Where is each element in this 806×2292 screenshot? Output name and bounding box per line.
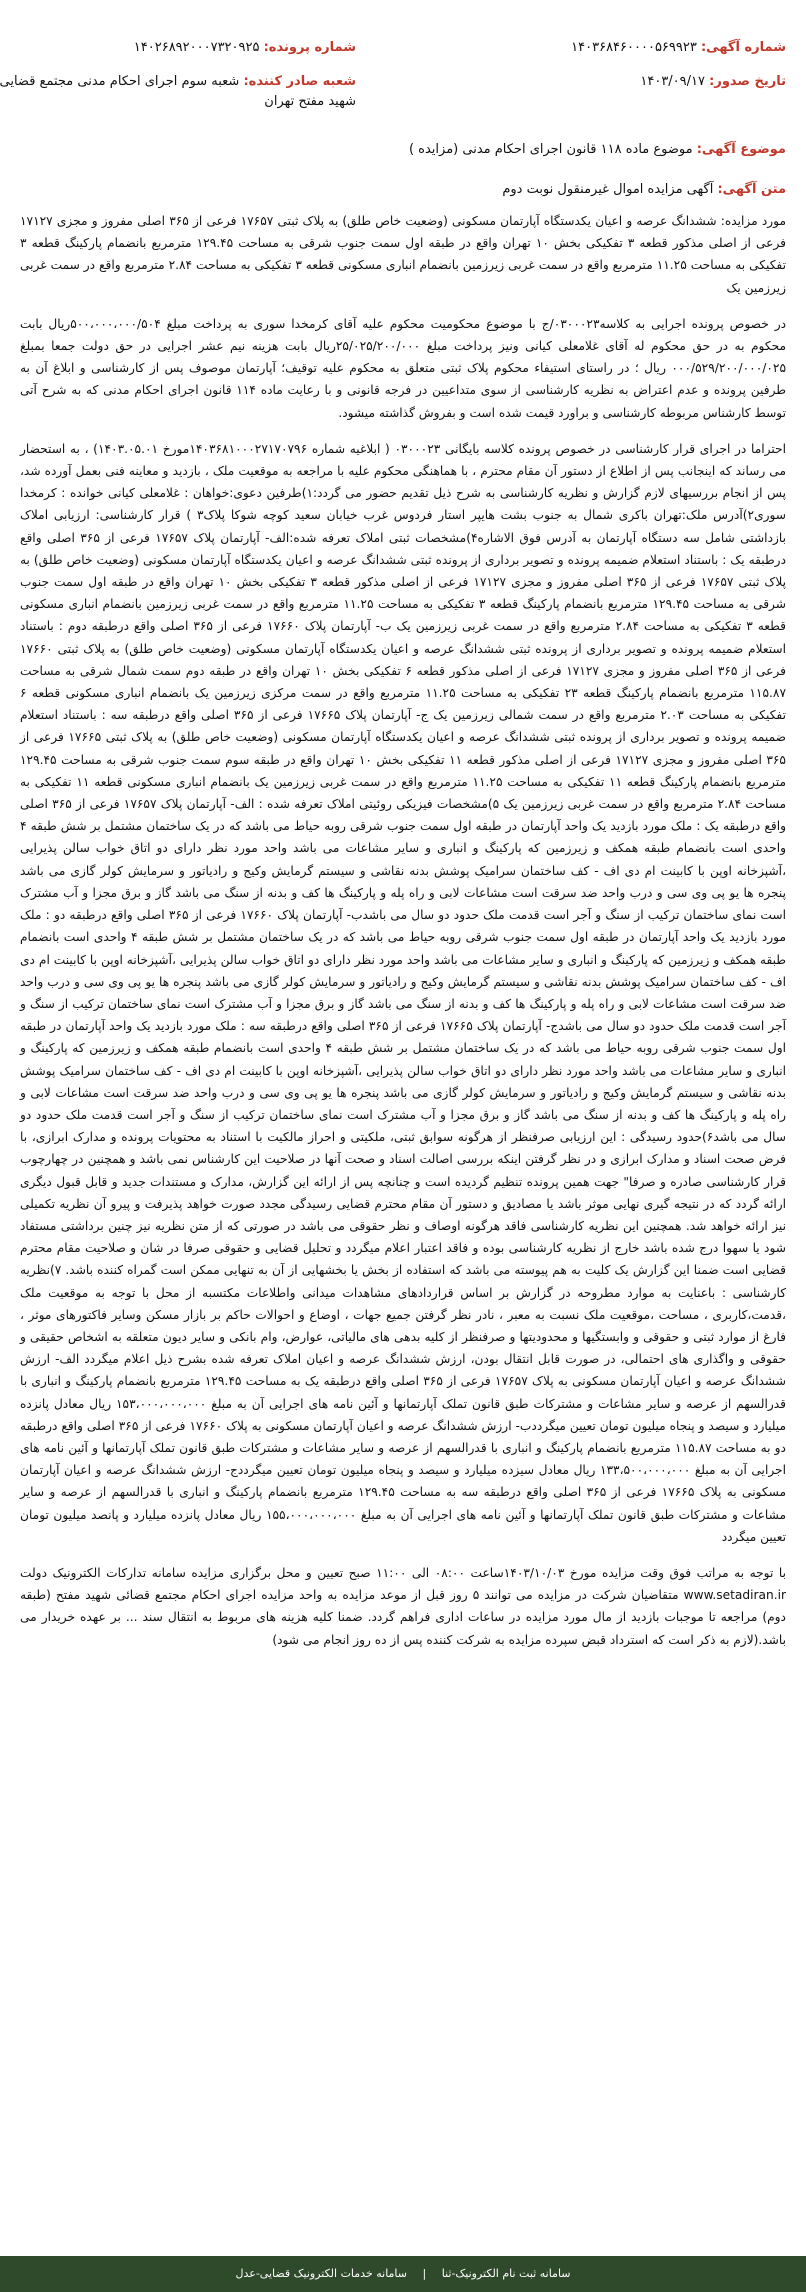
ad-number-row <box>571 38 786 58</box>
footer-link-sana[interactable]: سامانه ثبت نام الکترونیک-ثنا <box>441 2267 571 2280</box>
case-number-label: شماره پرونده: <box>263 40 356 55</box>
case-number-row <box>134 38 356 58</box>
footer-link-adl[interactable]: سامانه خدمات الکترونیک قضایی-عدل <box>235 2267 408 2280</box>
text-title: آگهی مزایده اموال غیرمنقول نوبت دوم <box>502 182 714 197</box>
issue-date-label: تاریخ صدور: <box>709 74 786 89</box>
issue-date-row <box>640 72 786 92</box>
issuer: شعبه سوم اجرای احکام مدنی مجتمع قضایی شهید مفتح تهران <box>0 74 356 109</box>
notice-header <box>0 20 786 109</box>
text-label: متن آگهی: <box>717 182 786 197</box>
notice-subject <box>409 140 786 160</box>
ad-number-label: شماره آگهی: <box>700 40 786 55</box>
issue-date: ۱۴۰۳/۰۹/۱۷ <box>640 74 705 89</box>
subject-label: موضوع آگهی: <box>696 142 786 157</box>
footer-separator: | <box>422 2267 427 2280</box>
footer-bar <box>0 2256 806 2292</box>
issuer-label: شعبه صادر کننده: <box>243 74 356 89</box>
notice-body <box>20 210 786 1665</box>
case-number: ۱۴۰۲۶۸۹۲۰۰۰۷۳۲۰۹۲۵ <box>133 40 260 55</box>
notice-text-heading <box>502 180 786 200</box>
paragraph-auction-schedule: با توجه به مراتب فوق وقت مزایده مورخ ۱۴۰۳/۱۰/۰۳ساعت ۰۸:۰۰ الی ۱۱:۰۰ صبح تعیین و محل برگزاری مزایده سامانه تدارکات الکترونیک دولت www.setadiran.ir متقاضیان شرکت در مزایده می توانند ۵ روز قبل از موعد مزایده به واحد مزایده اجرای احکام مجتمع قضائی شهید مفتح (طبقه دوم) مراجعه تا موجبات بازدید از مال مورد مزایده در ساعات اداری فراهم گردد. ضمنا کلیه هزینه های مربوط به انتقال سند ... بر عهده خریدار می باشد.(لازم به ذکر است که استرداد قبض سپرده مزایده به شرکت کننده پس از ده روز انجام می شود) <box>20 1565 786 1647</box>
subject-value: موضوع ماده ۱۱۸ قانون اجرای احکام مدنی (مزایده ) <box>408 142 693 157</box>
paragraph-auction-item: مورد مزایده: ششدانگ عرصه و اعیان یکدستگاه آپارتمان مسکونی (وضعیت خاص طلق) به پلاک ثبتی ۱۷۶۵۷ فرعی از ۳۶۵ اصلی مفروز و مجزی ۱۷۱۲۷ فرعی از اصلی مذکور قطعه ۳ تفکیکی بخش ۱۰ تهران واقع در طبقه اول سمت جنوب شرقی به مساحت ۱۲۹.۴۵ مترمربع بانضمام پارکینگ قطعه ۳ تفکیکی به مساحت ۱۱.۲۵ مترمربع واقع در سمت غربی زیرزمین بانضمام انباری مسکونی قطعه ۳ تفکیکی به مساحت ۲.۸۴ مترمربع واقع در سمت غربی زیرزمین یک <box>20 214 786 295</box>
issuer-row <box>0 72 356 112</box>
ad-number: ۱۴۰۳۶۸۴۶۰۰۰۰۵۶۹۹۲۳ <box>571 40 697 55</box>
paragraph-expert-report: احتراما در اجرای قرار کارشناسی در خصوص پرونده کلاسه بایگانی ۰۳۰۰۰۲۳ ( ابلاغیه شماره ۱۴۰۳۶۸۱۰۰۰۲۷۱۷۰۷۹۶مورخ ۱۴۰۳.۰۵.۰۱) ، به استحضار می رساند که اینجانب پس از اطلاع از دستور آن مقام محترم ، با هماهنگی محکوم علیه با مراجعه به موقعیت ملک ، بازدید و معاینه فنی بعمل آورده شد، پس از انجام بررسیهای لازم گزارش و نظریه کارشناسی به شرح ذیل تقدیم حضور می گردد:۱)طرفین دعوی:خواهان : غلامعلی کیانی خوانده : کرمخدا سوری۲)آدرس ملک:تهران باکری شمال به جنوب بشت هایپر استار فردوس غرب خیابان سعید کوچه شوکا پلاک۳ ) قرار کارشناسی: ارزیابی املاک بازداشتی شامل سه دستگاه آپارتمان به آدرس فوق الاشاره۴)مشخصات ثبتی املاک تعرفه شده:الف- آپارتمان پلاک ۱۷۶۵۷ فرعی از ۳۶۵ اصلی واقع درطبقه یک : باستناد استعلام ضمیمه پرونده و تصویر برداری از پرونده ثبتی ششدانگ عرصه و اعیان یکدستگاه آپارتمان مسکونی (وضعیت خاص طلق) به پلاک ثبتی ۱۷۶۵۷ فرعی از ۳۶۵ اصلی مفروز و مجزی ۱۷۱۲۷ فرعی از اصلی مذکور قطعه ۳ تفکیکی بخش ۱۰ تهران واقع در طبقه اول سمت جنوب شرقی به مساحت ۱۲۹.۴۵ مترمربع بانضمام پارکینگ قطعه ۳ تفکیکی به مساحت ۱۱.۲۵ مترمربع واقع در سمت غربی زیرزمین بانضمام انباری مسکونی قطعه ۳ تفکیکی به مساحت ۲.۸۴ مترمربع واقع در سمت غربی زیرزمین یک ب- آپارتمان پلاک ۱۷۶۶۰ فرعی از ۳۶۵ اصلی واقع درطبقه دوم : باستناد استعلام ضمیمه پرونده و تصویر برداری از پرونده ثبتی ششدانگ عرصه و اعیان یکدستگاه آپارتمان مسکونی (وضعیت خاص طلق) به پلاک ثبتی ۱۷۶۶۰ فرعی از ۳۶۵ اصلی مفروز و مجزی ۱۷۱۲۷ فرعی از اصلی مذکور قطعه ۶ تفکیکی بخش ۱۰ تهران واقع در طبقه دوم سمت شمال شرقی به مساحت ۱۱۵.۸۷ مترمربع بانضمام پارکینگ قطعه ۲۳ تفکیکی به مساحت ۱۱.۲۵ مترمربع واقع در سمت مرکزی زیرزمین یک بانضمام انباری مسکونی قطعه ۶ تفکیکی به مساحت ۲.۰۳ مترمربع واقع در سمت شمالی زیرزمین یک ج- آپارتمان پلاک ۱۷۶۶۵ فرعی از ۳۶۵ اصلی واقع درطبقه سه : باستناد استعلام ضمیمه پرونده و تصویر برداری از پرونده ثبتی ششدانگ عرصه و اعیان یکدستگاه آپارتمان مسکونی (وضعیت خاص طلق) به پلاک ثبتی ۱۷۶۶۵ فرعی از ۳۶۵ اصلی مفروز و مجزی ۱۷۱۲۷ فرعی از اصلی مذکور قطعه ۱۱ تفکیکی بخش ۱۰ تهران واقع در طبقه سوم سمت جنوب شرقی به مساحت ۱۲۹.۴۵ مترمربع بانضمام پارکینگ قطعه ۱۱ تفکیکی به مساحت ۱۱.۲۵ مترمربع واقع در سمت غربی زیرزمین یک بانضمام انباری مسکونی قطعه ۱۱ تفکیکی به مساحت ۲.۸۴ مترمربع واقع در سمت غربی زیرزمین یک ۵)مشخصات فیزیکی روئیتی املاک تعرفه شده : الف- آپارتمان پلاک ۱۷۶۵۷ فرعی از ۳۶۵ اصلی واقع درطبقه یک : ملک مورد بازدید یک واحد آپارتمان در طبقه اول سمت جنوب شرقی روبه حیاط می باشد که در یک ساختمان مشتمل بر شش طبقه ۴ واحدی است بانضمام طبقه همکف و زیرزمین که پارکینگ و انباری و سایر مشاعات می باشد واحد مورد نظر دارای دو اتاق خواب سالن پذیرایی ،آشپزخانه اوپن با کابینت ام دی اف - کف ساختمان سرامیک پوشش بدنه نقاشی و سیستم گرمایش وکیج و رادیاتور و سرمایش کولر گازی می باشد پنجره ها یو پی وی سی و درب واحد ضد سرقت است مشاعات لابی و راه پله و پارکینگ ها کف و بدنه از سنگ می باشد گاز و برق مجزا و آب مشترک است نمای ساختمان ترکیب از سنگ و آجر است قدمت ملک حدود دو سال می باشدب- آپارتمان پلاک ۱۷۶۶۰ فرعی از ۳۶۵ اصلی واقع درطبقه دو : ملک مورد بازدید یک واحد آپارتمان در طبقه اول سمت جنوب شرقی روبه حیاط می باشد که در یک ساختمان مشتمل بر شش طبقه ۴ واحدی است بانضمام طبقه همکف و زیرزمین که پارکینگ و انباری و سایر مشاعات می باشد واحد مورد نظر دارای دو اتاق خواب سالن پذیرایی ،آشپزخانه اوپن با کابینت ام دی اف - کف ساختمان سرامیک پوشش بدنه نقاشی و سیستم گرمایش وکیج و رادیاتور و سرمایش کولر گازی می باشد پنجره ها یو پی وی سی و درب واحد ضد سرقت است مشاعات لابی و راه پله و پارکینگ ها کف و بدنه از سنگ می باشد گاز و برق مجزا و آب مشترک است نمای ساختمان ترکیب از سنگ و آجر است قدمت ملک حدود دو سال می باشدج- آپارتمان پلاک ۱۷۶۶۵ فرعی از ۳۶۵ اصلی واقع درطبقه سه : ملک مورد بازدید یک واحد آپارتمان در طبقه اول سمت جنوب شرقی روبه حیاط می باشد که در یک ساختمان مشتمل بر شش طبقه ۴ واحدی است بانضمام طبقه همکف و زیرزمین که پارکینگ و انباری و سایر مشاعات می باشد واحد مورد نظر دارای دو اتاق خواب سالن پذیرایی ،آشپزخانه اوپن با کابینت ام دی اف - کف ساختمان سرامیک پوشش بدنه نقاشی و سیستم گرمایش وکیج و رادیاتور و سرمایش کولر گازی می باشد پنجره ها یو پی وی سی و درب واحد ضد سرقت است مشاعات لابی و راه پله و پارکینگ ها کف و بدنه از سنگ می باشد گاز و برق مجزا و آب مشترک است نمای ساختمان ترکیب از سنگ و آجر است قدمت ملک حدود دو سال می باشد۶)حدود رسیدگی : این ارزیابی صرفنظر از هرگونه سوابق ثبتی، ملکیتی و احراز مالکیت با استناد به محتویات پرونده و مدارک ابرازی، با فرض صحت اسناد و مدارک ابرازی و در نظر گرفتن اینکه بررسی اصالت اسناد و صحت آنها در صلاحیت این کارشناس نمی باشد و همچنین در چهارچوب قرار کارشناسی صادره و صرفا" جهت همین پرونده تنظیم گردیده است و چنانچه پس از ارائه این گزارش، مدارک و مستندات جدید و قابل قبول دیگری ارائه گردد که در نتیجه گیری نهایی موثر باشد یا مصادیق و دستور آن مقام محترم قضایی رسیدگی مجدد صورت خواهد پذیرفت و پیرو آن نظریه تکمیلی نیز ارائه خواهد شد. همچنین این نظریه کارشناسی فاقد هرگونه اوصاف و نظر حقوقی می باشد در صورتی که از متن نظریه نیز چنین برداشتی مستفاد شود یا سهوا درج شده باشد خارج از نظریه کارشناسی بوده و فاقد اعتبار اعلام میگردد و تحلیل قضایی و حقوقی صرفا در شان و صلاحیت مقام محترم قضایی است ضمنا این گزارش یک کلیت به هم پیوسته می باشد که استفاده از بخش یا بخشهایی از آن به تنهایی ممکن است گمراه کننده باشد. ۷)نظریه کارشناسی : باعنایت به موارد مطروحه در گزارش بر اساس قراردادهای مشاهدات میدانی واطلاعات مکتسبه از محل با توجه به موقعیت ملک ،قدمت،کاربری ، مساحت ،موقعیت ملک نسبت به معبر ، نادر نظر گرفتن جمیع جهات ، اوضاع و احوالات حاکم بر بازار مسکن وسایر فاکتورهای موثر ، فارغ از موارد ثبتی و حقوقی و وابستگیها و محدودیتها و صرفنظر از کلیه بدهی های مالیاتی، عوارض، وام بانکی و سایر دیون متعلقه به اشخاص حقیقی و حقوقی و واگذاری های احتمالی، در صورت قابل انتقال بودن، ارزش ششدانگ عرصه و اعیان املاک تعرفه شده بشرح ذیل اعلام میگردد الف- ارزش ششدانگ عرصه و اعیان آپارتمان مسکونی به پلاک ۱۷۶۵۷ فرعی از ۳۶۵ اصلی واقع درطبقه یک به مساحت ۱۲۹.۴۵ مترمربع بانضمام پارکینگ و انباری با قدرالسهم از عرصه و سایر مشاعات و مشترکات طبق قانون تملک آپارتمانها و آئین نامه های اجرایی آن به مبلغ ۱۵۳،۰۰۰،۰۰۰،۰۰۰ ریال معادل پانزده میلیارد و سیصد و پنجاه میلیون تومان تعیین میگرددب- ارزش ششدانگ عرصه و اعیان آپارتمان مسکونی به پلاک ۱۷۶۶۰ فرعی از ۳۶۵ اصلی واقع درطبقه دو به مساحت ۱۱۵.۸۷ مترمربع بانضمام پارکینگ و انباری با قدرالسهم از عرصه و سایر مشاعات و مشترکات طبق قانون تملک آپارتمانها و آئین نامه های اجرایی آن به مبلغ ۱۳۳،۵۰۰،۰۰۰،۰۰۰ ریال معادل سیزده میلیارد و سیصد و پنجاه میلیون تومان تعیین میگرددج- ارزش ششدانگ عرصه و اعیان آپارتمان مسکونی به پلاک ۱۷۶۶۵ فرعی از ۳۶۵ اصلی واقع درطبقه سه به مساحت ۱۲۹.۴۵ مترمربع بانضمام پارکینگ و انباری با قدرالسهم از عرصه و سایر مشاعات و مشترکات طبق قانون تملک آپارتمانها و آئین نامه های اجرایی آن به مبلغ ۱۵۵،۰۰۰،۰۰۰،۰۰۰ ریال معادل پانزده میلیارد و پانصد میلیون تومان تعیین میگردد <box>20 441 787 1544</box>
paragraph-case-details: در خصوص پرونده اجرایی به کلاسه۰۳۰۰۰۲۳/ج با موضوع محکومیت محکوم علیه آقای کرمخدا سوری به پرداخت مبلغ ۵۰۰،۰۰۰،۰۰۰/۵۰۴ریال بابت محکوم به در حق محکوم له آقای غلامعلی کیانی ونیز پرداخت مبلغ ۲۵/۰۲۵/۲۰۰/۰۰۰ریال بابت هزینه نیم عشر اجرایی در حق دولت جمعا بمبلغ ۰۰۰/۵۲۹/۲۰۰/۰۰۰/۰۲۵ ریال ؛ در راستای استیفاء محکوم پلاک ثبتی متعلق به محکوم علیه توقیف؛ آپارتمان موصوف پس از کارشناسی و ابلاغ آن به طرفین پرونده و عدم اعتراض به نظریه کارشناسی از سوی متداعیین در فرجه قانونی و با رعایت ماده ۱۱۴ قانون اجرای احکام مدنی که به شرح آتی توسط کارشناس مربوطه کارشناسی و براورد قیمت شده است و بفروش گذاشته میشود. <box>20 316 787 420</box>
